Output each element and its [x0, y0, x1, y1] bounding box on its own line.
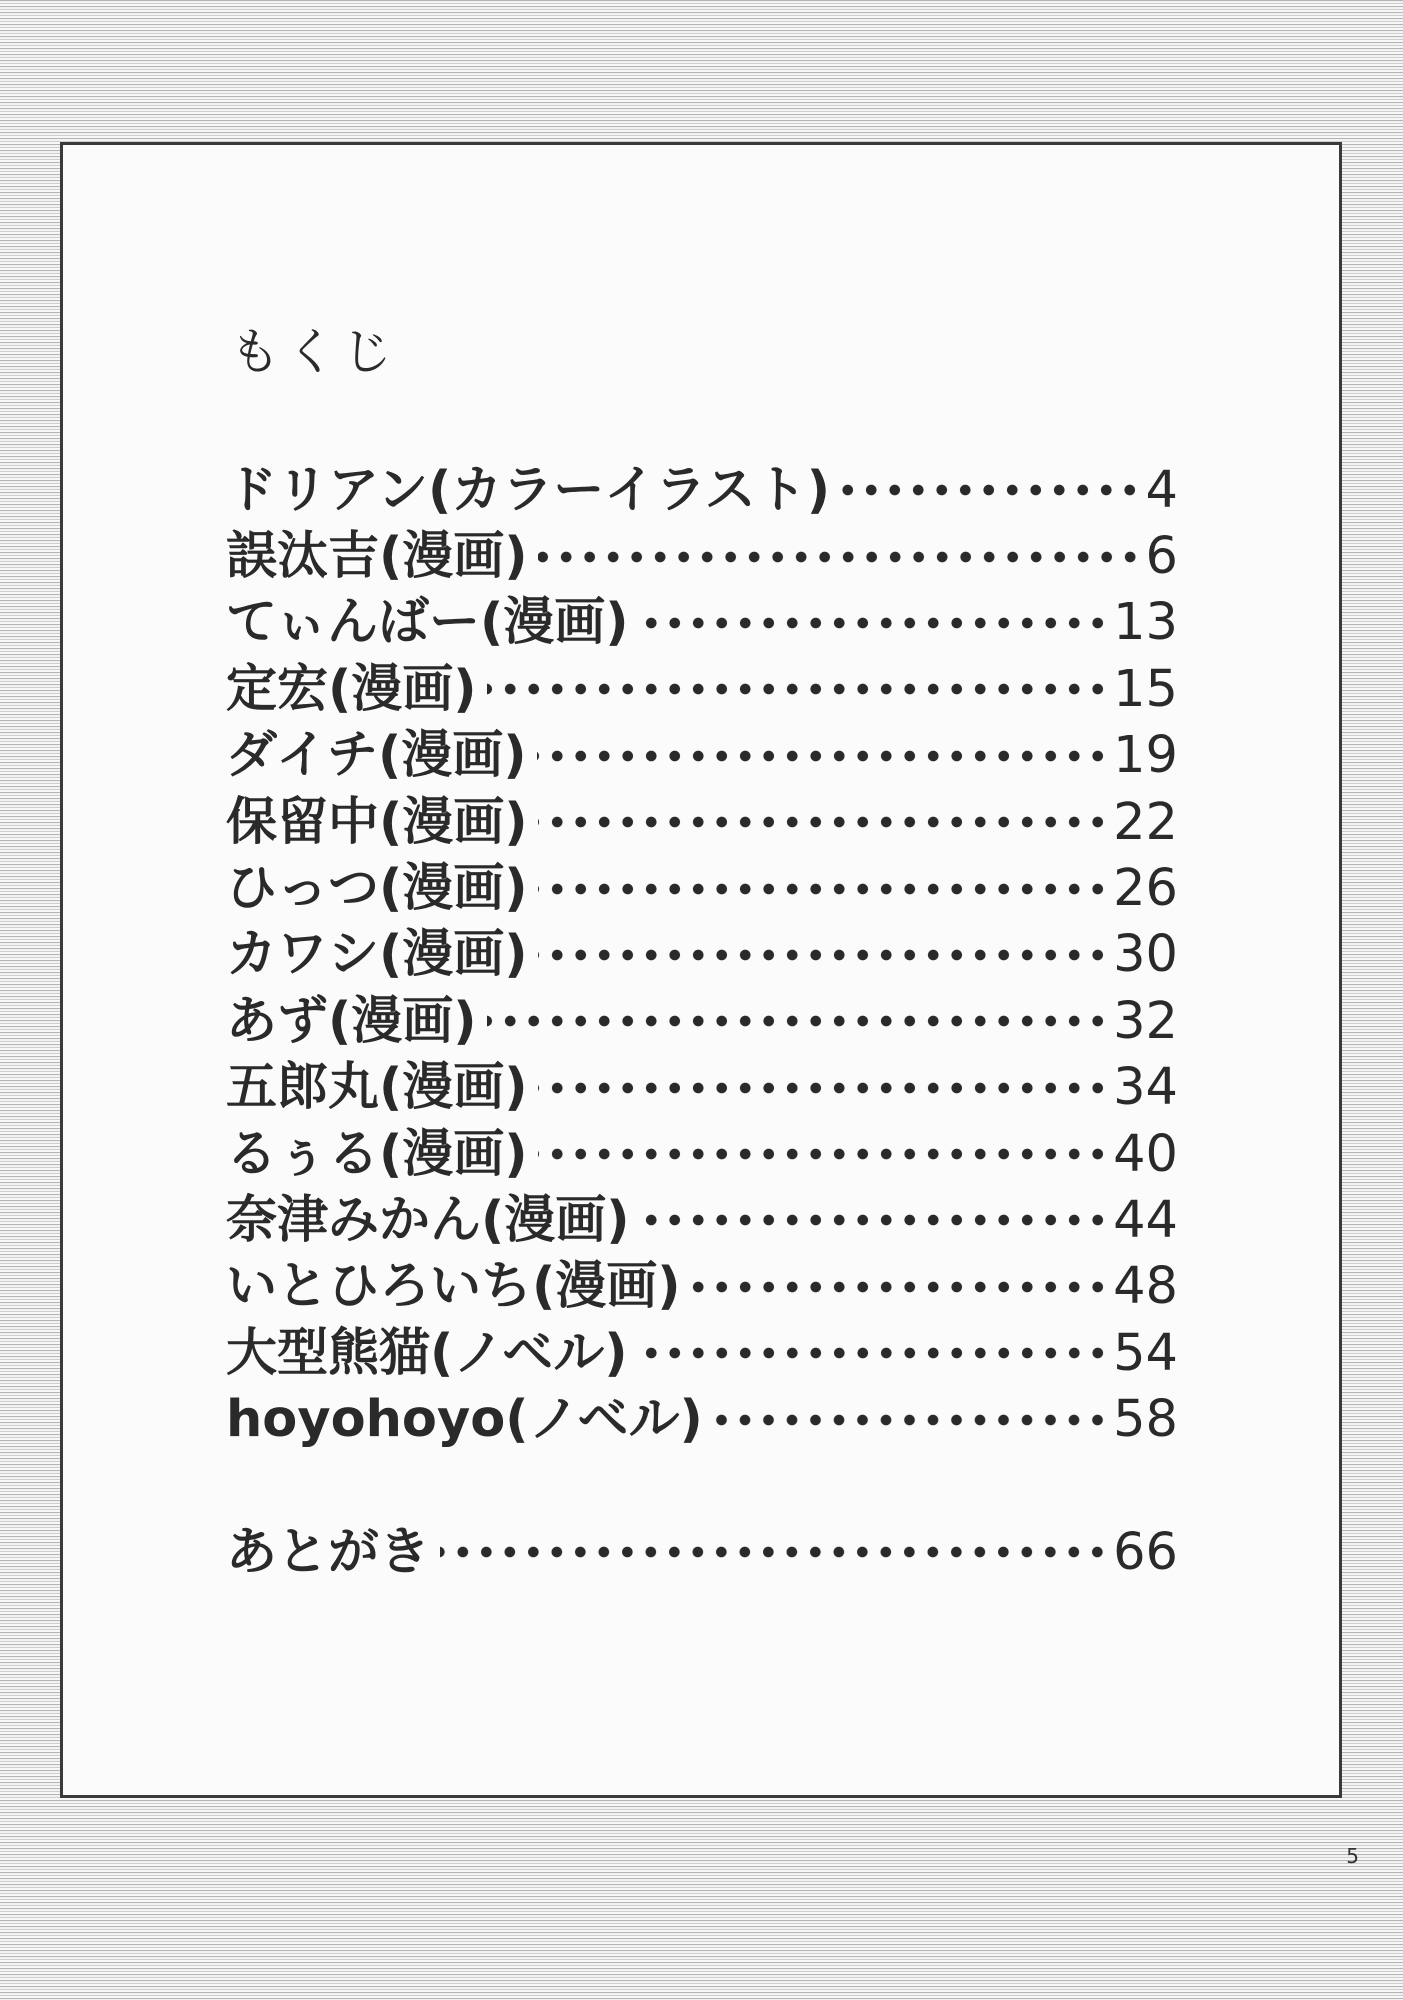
- dot-leader: [487, 1014, 1109, 1028]
- toc-list: [226, 457, 1178, 1585]
- toc-afterword-label: あとがき: [226, 1522, 431, 1582]
- toc-entry-page: 22: [1113, 792, 1178, 852]
- toc-entry: [226, 789, 1178, 855]
- toc-entry-label: ダイチ(漫画): [226, 726, 527, 786]
- toc-entry-label: 誤汰吉(漫画): [226, 527, 528, 587]
- toc-entry-page: 54: [1113, 1323, 1178, 1383]
- toc-entry-label: いとひろいち(漫画): [226, 1257, 681, 1317]
- toc-entry: [226, 1055, 1178, 1121]
- toc-entry-label: hoyohoyo(ノベル): [226, 1390, 703, 1450]
- toc-entry-page: 6: [1145, 527, 1178, 587]
- toc-entry-label: 奈津みかん(漫画): [226, 1190, 630, 1250]
- toc-entry: [226, 1187, 1178, 1253]
- toc-entry-page: 34: [1113, 1058, 1178, 1118]
- toc-entry-page: 58: [1113, 1390, 1178, 1450]
- toc-entry-page: 13: [1113, 593, 1178, 653]
- dot-leader: [537, 749, 1109, 763]
- toc-entry-page: 48: [1113, 1257, 1178, 1317]
- toc-afterword-page: 66: [1113, 1522, 1178, 1582]
- toc-entry-page: 30: [1113, 925, 1178, 985]
- toc-entry: [226, 590, 1178, 656]
- toc-entry: [226, 1254, 1178, 1320]
- toc-entry: [226, 523, 1178, 589]
- toc-entry-page: 26: [1113, 859, 1178, 919]
- dot-leader: [538, 1081, 1109, 1095]
- toc-entry-label: あず(漫画): [226, 991, 477, 1051]
- toc-entry-label: 定宏(漫画): [226, 659, 477, 719]
- toc-entry: [226, 988, 1178, 1054]
- dot-leader: [691, 1280, 1109, 1294]
- toc-entry-page: 44: [1113, 1190, 1178, 1250]
- toc-entry-label: 五郎丸(漫画): [226, 1058, 528, 1118]
- toc-entry: [226, 656, 1178, 722]
- toc-entry-label: ドリアン(カラーイラスト): [226, 460, 831, 520]
- dot-leader: [538, 815, 1109, 829]
- toc-entry-label: 大型熊猫(ノベル): [226, 1323, 628, 1383]
- dot-leader: [638, 1346, 1110, 1360]
- toc-afterword: [226, 1519, 1178, 1585]
- dot-leader: [840, 483, 1141, 497]
- toc-entry-page: 15: [1113, 659, 1178, 719]
- dot-leader: [538, 1147, 1109, 1161]
- dot-leader: [538, 948, 1109, 962]
- toc-entry-page: 4: [1145, 460, 1178, 520]
- dot-leader: [538, 550, 1142, 564]
- toc-entry: [226, 1121, 1178, 1187]
- toc-entry-label: ひっつ(漫画): [226, 859, 528, 919]
- dot-leader: [487, 682, 1109, 696]
- toc-entry-label: カワシ(漫画): [226, 925, 528, 985]
- dot-leader: [640, 1213, 1109, 1227]
- dot-leader: [713, 1413, 1109, 1427]
- toc-entry-label: 保留中(漫画): [226, 792, 528, 852]
- toc-entry: [226, 1320, 1178, 1386]
- toc-entry-page: 19: [1113, 726, 1178, 786]
- dot-leader: [639, 616, 1109, 630]
- toc-entry: [226, 855, 1178, 921]
- toc-entry: [226, 1386, 1178, 1452]
- toc-entry-page: 32: [1113, 991, 1178, 1051]
- toc-entry: [226, 922, 1178, 988]
- toc-entry-page: 40: [1113, 1124, 1178, 1184]
- page-number: 5: [1346, 1844, 1359, 1868]
- dot-leader: [440, 1545, 1109, 1559]
- toc-entry-label: るぅる(漫画): [226, 1124, 528, 1184]
- toc-title: もくじ: [230, 323, 398, 381]
- toc-entry: [226, 457, 1178, 523]
- toc-entry: [226, 723, 1178, 789]
- dot-leader: [538, 882, 1109, 896]
- toc-entry-label: てぃんばー(漫画): [226, 593, 629, 653]
